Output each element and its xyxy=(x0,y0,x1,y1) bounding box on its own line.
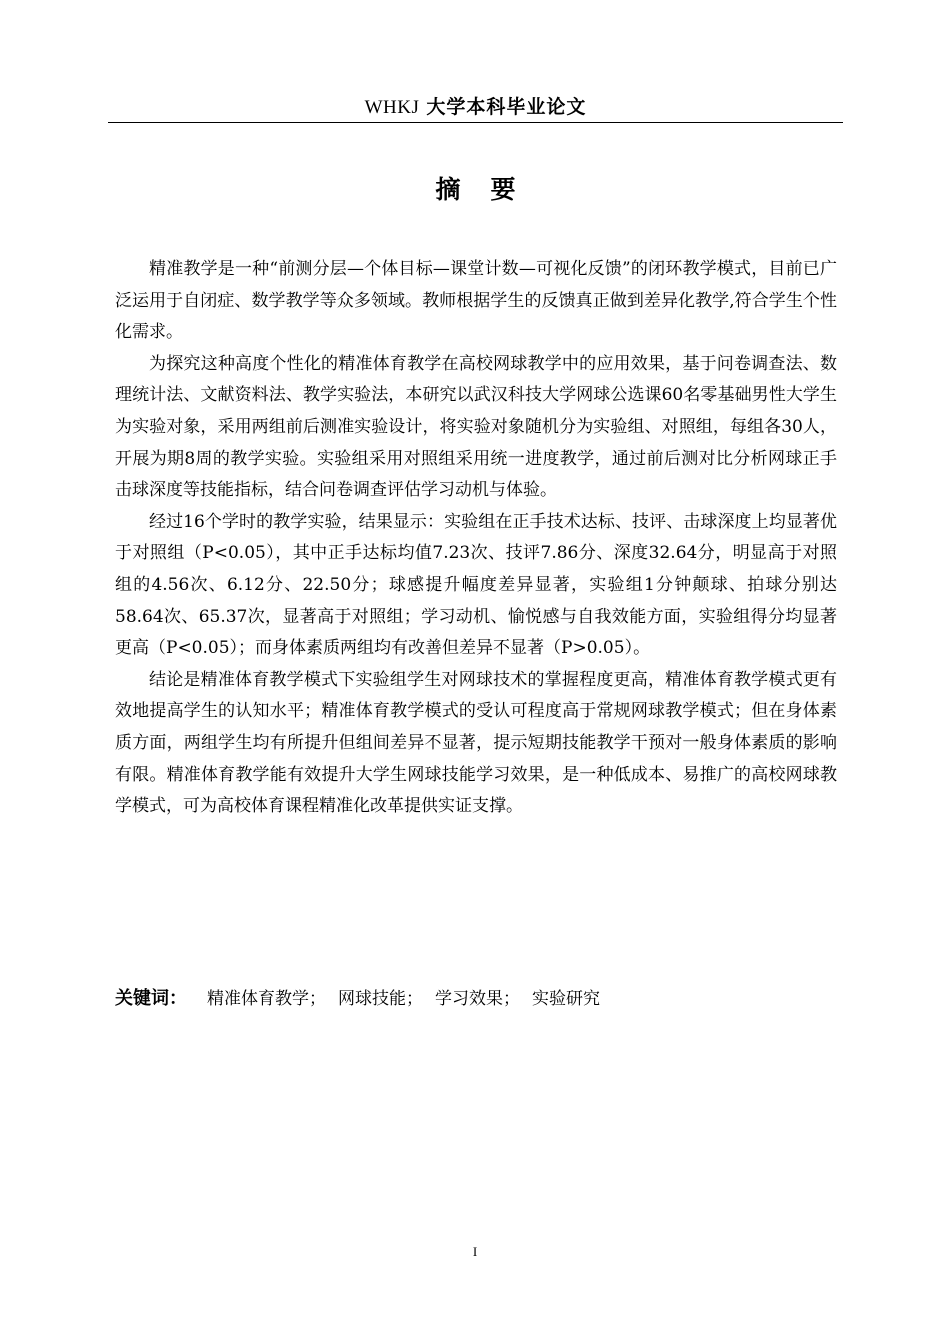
keywords-label: 关键词： xyxy=(115,988,187,1009)
abstract-heading xyxy=(108,172,843,208)
keyword-item: 精准体育教学； xyxy=(207,989,326,1009)
abstract-paragraph-4: 结论是精准体育教学模式下实验组学生对网球技术的掌握程度更高，精准体育教学模式更有效地提高学生的认知水平；精准体育教学模式的受认可程度高于常规网球教学模式；但在身体素质方面，两组学生均有所提升但组间差异不显著，提示短期技能教学干预对一般身体素质的影响有限。精准体育教学能有效提升大学生网球技能学习效果，是一种低成本、易推广的高校网球教学模式，可为高校体育课程精准化改革提供实证支撑。 xyxy=(115,669,837,817)
header-title: 大学本科毕业论文 xyxy=(426,96,587,118)
header-prefix: WHKJ xyxy=(364,97,420,118)
keyword-item: 实验研究 xyxy=(532,989,600,1009)
page-number: I xyxy=(472,1244,478,1259)
keywords-line xyxy=(115,984,837,1014)
keyword-item: 学习效果； xyxy=(435,989,520,1009)
abstract-paragraph-3: 经过16个学时的教学实验，结果显示：实验组在正手技术达标、技评、击球深度上均显著优于对照组（P<0.05），其中正手达标均值7.23次、技评7.86分、深度32.64分，明显高于对照组的4.56次、6.12分、22.50分；球感提升幅度差异显著，实验组1分钟颠球、拍球分别达58.64次、65.37次，显著高于对照组；学习动机、愉悦感与自我效能方面，实验组得分均显著更高（P<0.05）；而身体素质两组均有改善但差异不显著（P>0.05）。 xyxy=(115,511,837,659)
keyword-item: 网球技能； xyxy=(338,989,423,1009)
abstract-body xyxy=(115,254,837,823)
abstract-heading-part2: 要 xyxy=(490,175,516,204)
abstract-paragraph-2: 为探究这种高度个性化的精准体育教学在高校网球教学中的应用效果，基于问卷调查法、数理统计法、文献资料法、教学实验法，本研究以武汉科技大学网球公选课60名零基础男性大学生为实验对象，采用两组前后测准实验设计，将实验对象随机分为实验组、对照组，每组各30人，开展为期8周的教学实验。实验组采用对照组采用统一进度教学，通过前后测对比分析网球正手击球深度等技能指标，结合问卷调查评估学习动机与体验。 xyxy=(115,353,837,501)
header-rule xyxy=(108,122,843,123)
abstract-heading-part1: 摘 xyxy=(435,175,461,204)
running-header xyxy=(108,94,843,121)
abstract-paragraph-1: 精准教学是一种“前测分层—个体目标—课堂计数—可视化反馈”的闭环教学模式，目前已广泛运用于自闭症、数学教学等众多领域。教师根据学生的反馈真正做到差异化教学,符合学生个性化需求。 xyxy=(115,259,837,343)
